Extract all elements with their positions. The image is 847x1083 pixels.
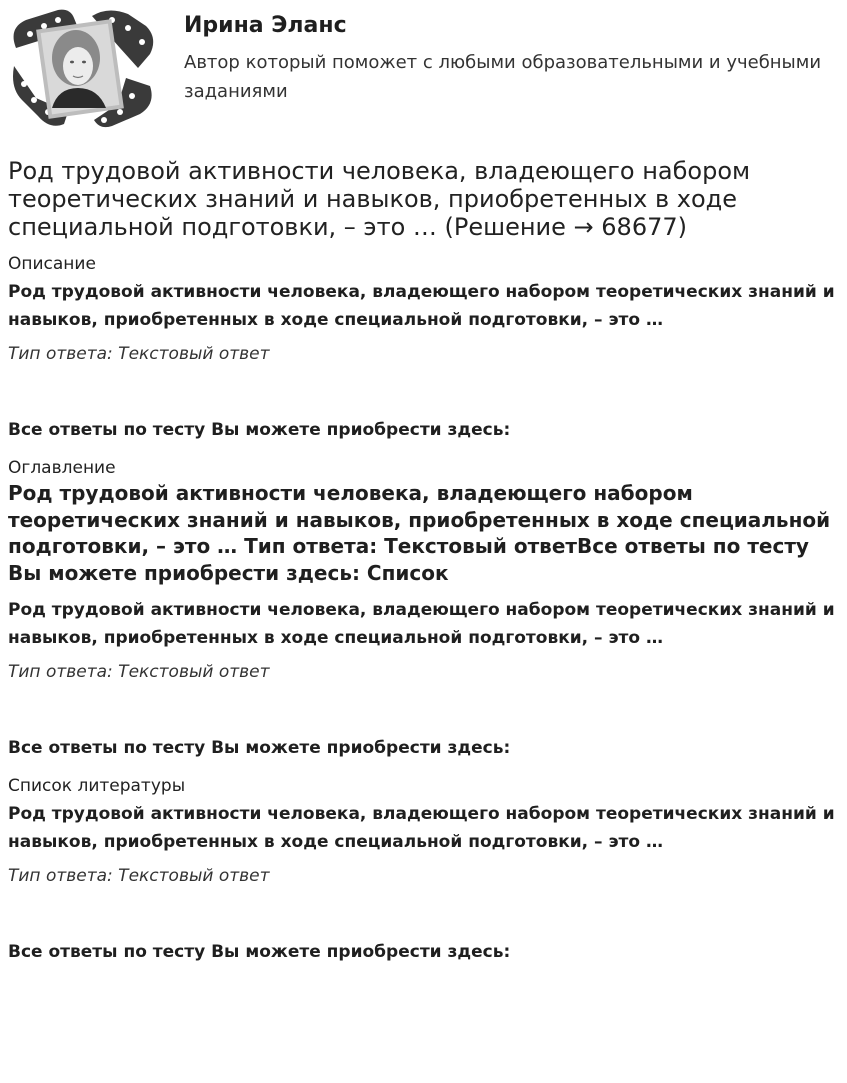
toc-heading: Род трудовой активности человека, владеющего набором теоретических знаний и навыков, приобретенных в ходе специальной подготовки, – это … Тип ответа: Текстовый ответВсе ответы по тесту Вы можете приобрести здесь: Список — [8, 481, 831, 585]
toc-label: Оглавление — [8, 458, 116, 478]
author-avatar — [8, 8, 158, 128]
author-block — [8, 0, 839, 132]
page-title: Род трудовой активности человека, владеющего набором теоретических знаний и навыков, приобретенных в ходе специальной подготовки, – это … (Решение → 68677) — [8, 157, 751, 241]
description-label: Описание — [8, 254, 96, 274]
literature-question: Род трудовой активности человека, владеющего набором теоретических знаний и навыков, приобретенных в ходе специальной подготовки, – это … — [8, 804, 835, 852]
toc-answer-type: Тип ответа: Текстовый ответ — [8, 662, 270, 682]
literature-label: Список литературы — [8, 776, 186, 796]
toc-buy-text: Все ответы по тесту Вы можете приобрести здесь: — [8, 738, 511, 758]
toc-question: Род трудовой активности человека, владеющего набором теоретических знаний и навыков, приобретенных в ходе специальной подготовки, – это … — [8, 600, 835, 648]
author-name[interactable]: Ирина Эланс — [184, 13, 347, 38]
description-buy-text: Все ответы по тесту Вы можете приобрести здесь: — [8, 420, 511, 440]
literature-answer-type: Тип ответа: Текстовый ответ — [8, 866, 270, 886]
description-answer-type: Тип ответа: Текстовый ответ — [8, 344, 270, 364]
description-question: Род трудовой активности человека, владеющего набором теоретических знаний и навыков, приобретенных в ходе специальной подготовки, – это … — [8, 282, 835, 330]
author-description: Автор который поможет с любыми образовательными и учебными заданиями — [184, 52, 822, 102]
author-info — [184, 8, 839, 106]
literature-buy-text: Все ответы по тесту Вы можете приобрести здесь: — [8, 942, 511, 962]
